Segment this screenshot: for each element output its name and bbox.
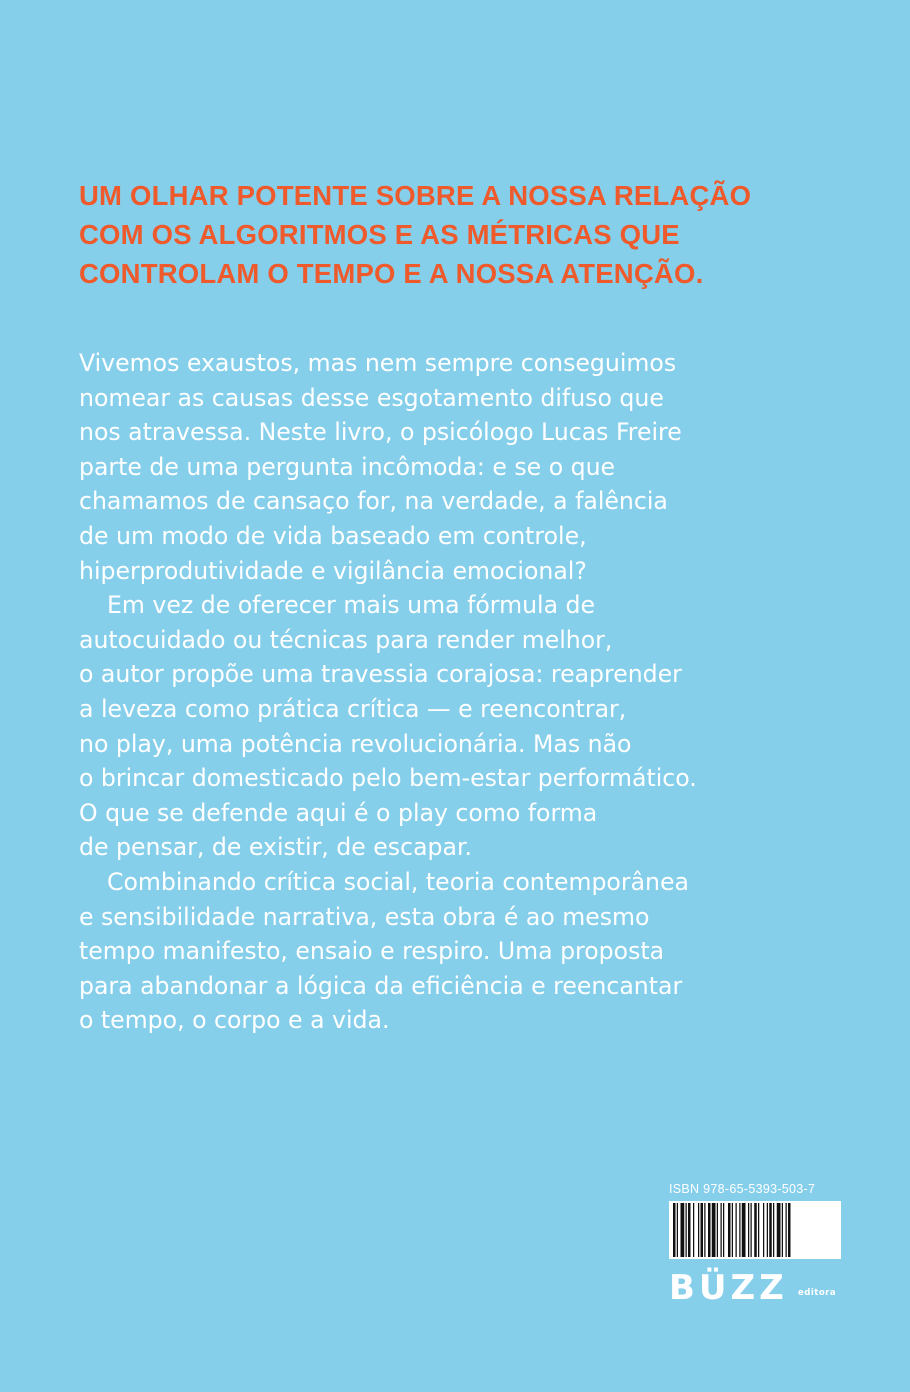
barcode-bar xyxy=(673,1203,676,1257)
text-line: no play, uma potência revolucionária. Mas não xyxy=(79,729,632,758)
headline-line: UM OLHAR POTENTE SOBRE A NOSSA RELAÇÃO xyxy=(79,180,752,211)
text-line: para abandonar a lógica da eficiência e reencantar xyxy=(79,971,683,1000)
headline-line: COM OS ALGORITMOS E AS MÉTRICAS QUE xyxy=(79,219,680,250)
publisher-logo xyxy=(669,1268,859,1308)
text-line: o tempo, o corpo e a vida. xyxy=(79,1006,390,1035)
barcode-graphic xyxy=(669,1201,841,1259)
barcode-bar xyxy=(693,1203,694,1257)
barcode-bar xyxy=(742,1203,746,1257)
barcode-bar xyxy=(712,1203,716,1257)
barcode-bar xyxy=(763,1203,764,1257)
text-line: a leveza como prática crítica — e reencontrar, xyxy=(79,694,627,723)
barcode xyxy=(669,1201,841,1259)
text-line: Vivemos exaustos, mas nem sempre conseguimos xyxy=(79,349,677,377)
barcode-bar xyxy=(717,1203,718,1257)
barcode-bar xyxy=(698,1203,699,1257)
paragraph-2 xyxy=(79,588,859,865)
text-line: o brincar domesticado pelo bem-estar performático. xyxy=(79,764,697,793)
text-line: o autor propõe uma travessia corajosa: reaprender xyxy=(79,660,682,689)
text-line: de um modo de vida baseado em controle, xyxy=(79,521,587,550)
text-line: e sensibilidade narrativa, esta obra é ao mesmo xyxy=(79,902,650,931)
barcode-bar xyxy=(751,1203,752,1257)
publisher-logo-sub: editora xyxy=(798,1288,837,1298)
barcode-bar xyxy=(739,1203,740,1257)
barcode-bar xyxy=(754,1203,757,1257)
barcode-bar xyxy=(686,1203,687,1257)
text-line: Em vez de oferecer mais uma fórmula de xyxy=(107,591,596,620)
barcode-bar xyxy=(721,1203,722,1257)
text-line: hiperprodutividade e vigilância emocional? xyxy=(79,556,587,585)
text-line: O que se defende aqui é o play como forma xyxy=(79,798,598,827)
barcode-bar xyxy=(688,1203,691,1257)
barcode-bar xyxy=(732,1203,733,1257)
barcode-bar xyxy=(758,1203,759,1257)
barcode-bar xyxy=(788,1203,791,1257)
barcode-bar xyxy=(777,1203,781,1257)
text-line: parte de uma pergunta incômoda: e se o que xyxy=(79,452,616,481)
paragraph-3 xyxy=(79,865,859,1038)
text-line: nomear as causas desse esgotamento difuso que xyxy=(79,383,664,412)
isbn-label: ISBN 978-65-5393-503-7 xyxy=(669,1182,816,1196)
text-line: nos atravessa. Neste livro, o psicólogo Lucas Freire xyxy=(79,418,682,447)
headline-line: CONTROLAM O TEMPO E A NOSSA ATENÇÃO. xyxy=(79,258,704,289)
barcode-bar xyxy=(773,1203,774,1257)
text-line: Combinando crítica social, teoria contemporânea xyxy=(107,867,689,896)
barcode-bar xyxy=(704,1203,705,1257)
barcode-bar xyxy=(782,1203,783,1257)
barcode-bar xyxy=(677,1203,678,1257)
barcode-bar xyxy=(736,1203,737,1257)
barcode-bar xyxy=(728,1203,731,1257)
text-line: chamamos de cansaço for, na verdade, a falência xyxy=(79,487,668,516)
text-line: de pensar, de existir, de escapar. xyxy=(79,833,472,862)
barcode-bar xyxy=(769,1203,772,1257)
barcode-bar xyxy=(786,1203,787,1257)
barcode-bar xyxy=(767,1203,768,1257)
barcode-bar xyxy=(723,1203,724,1257)
barcode-bar xyxy=(701,1203,704,1257)
headline xyxy=(79,176,839,293)
paragraph-1 xyxy=(79,346,859,588)
barcode-bar xyxy=(748,1203,749,1257)
synopsis xyxy=(79,346,859,1038)
barcode-bar xyxy=(681,1203,685,1257)
barcode-bar xyxy=(708,1203,711,1257)
publisher-logo-wordmark: BÜZZ xyxy=(669,1268,788,1308)
text-line: autocuidado ou técnicas para render melhor, xyxy=(79,625,613,654)
text-line: tempo manifesto, ensaio e respiro. Uma proposta xyxy=(79,937,665,966)
